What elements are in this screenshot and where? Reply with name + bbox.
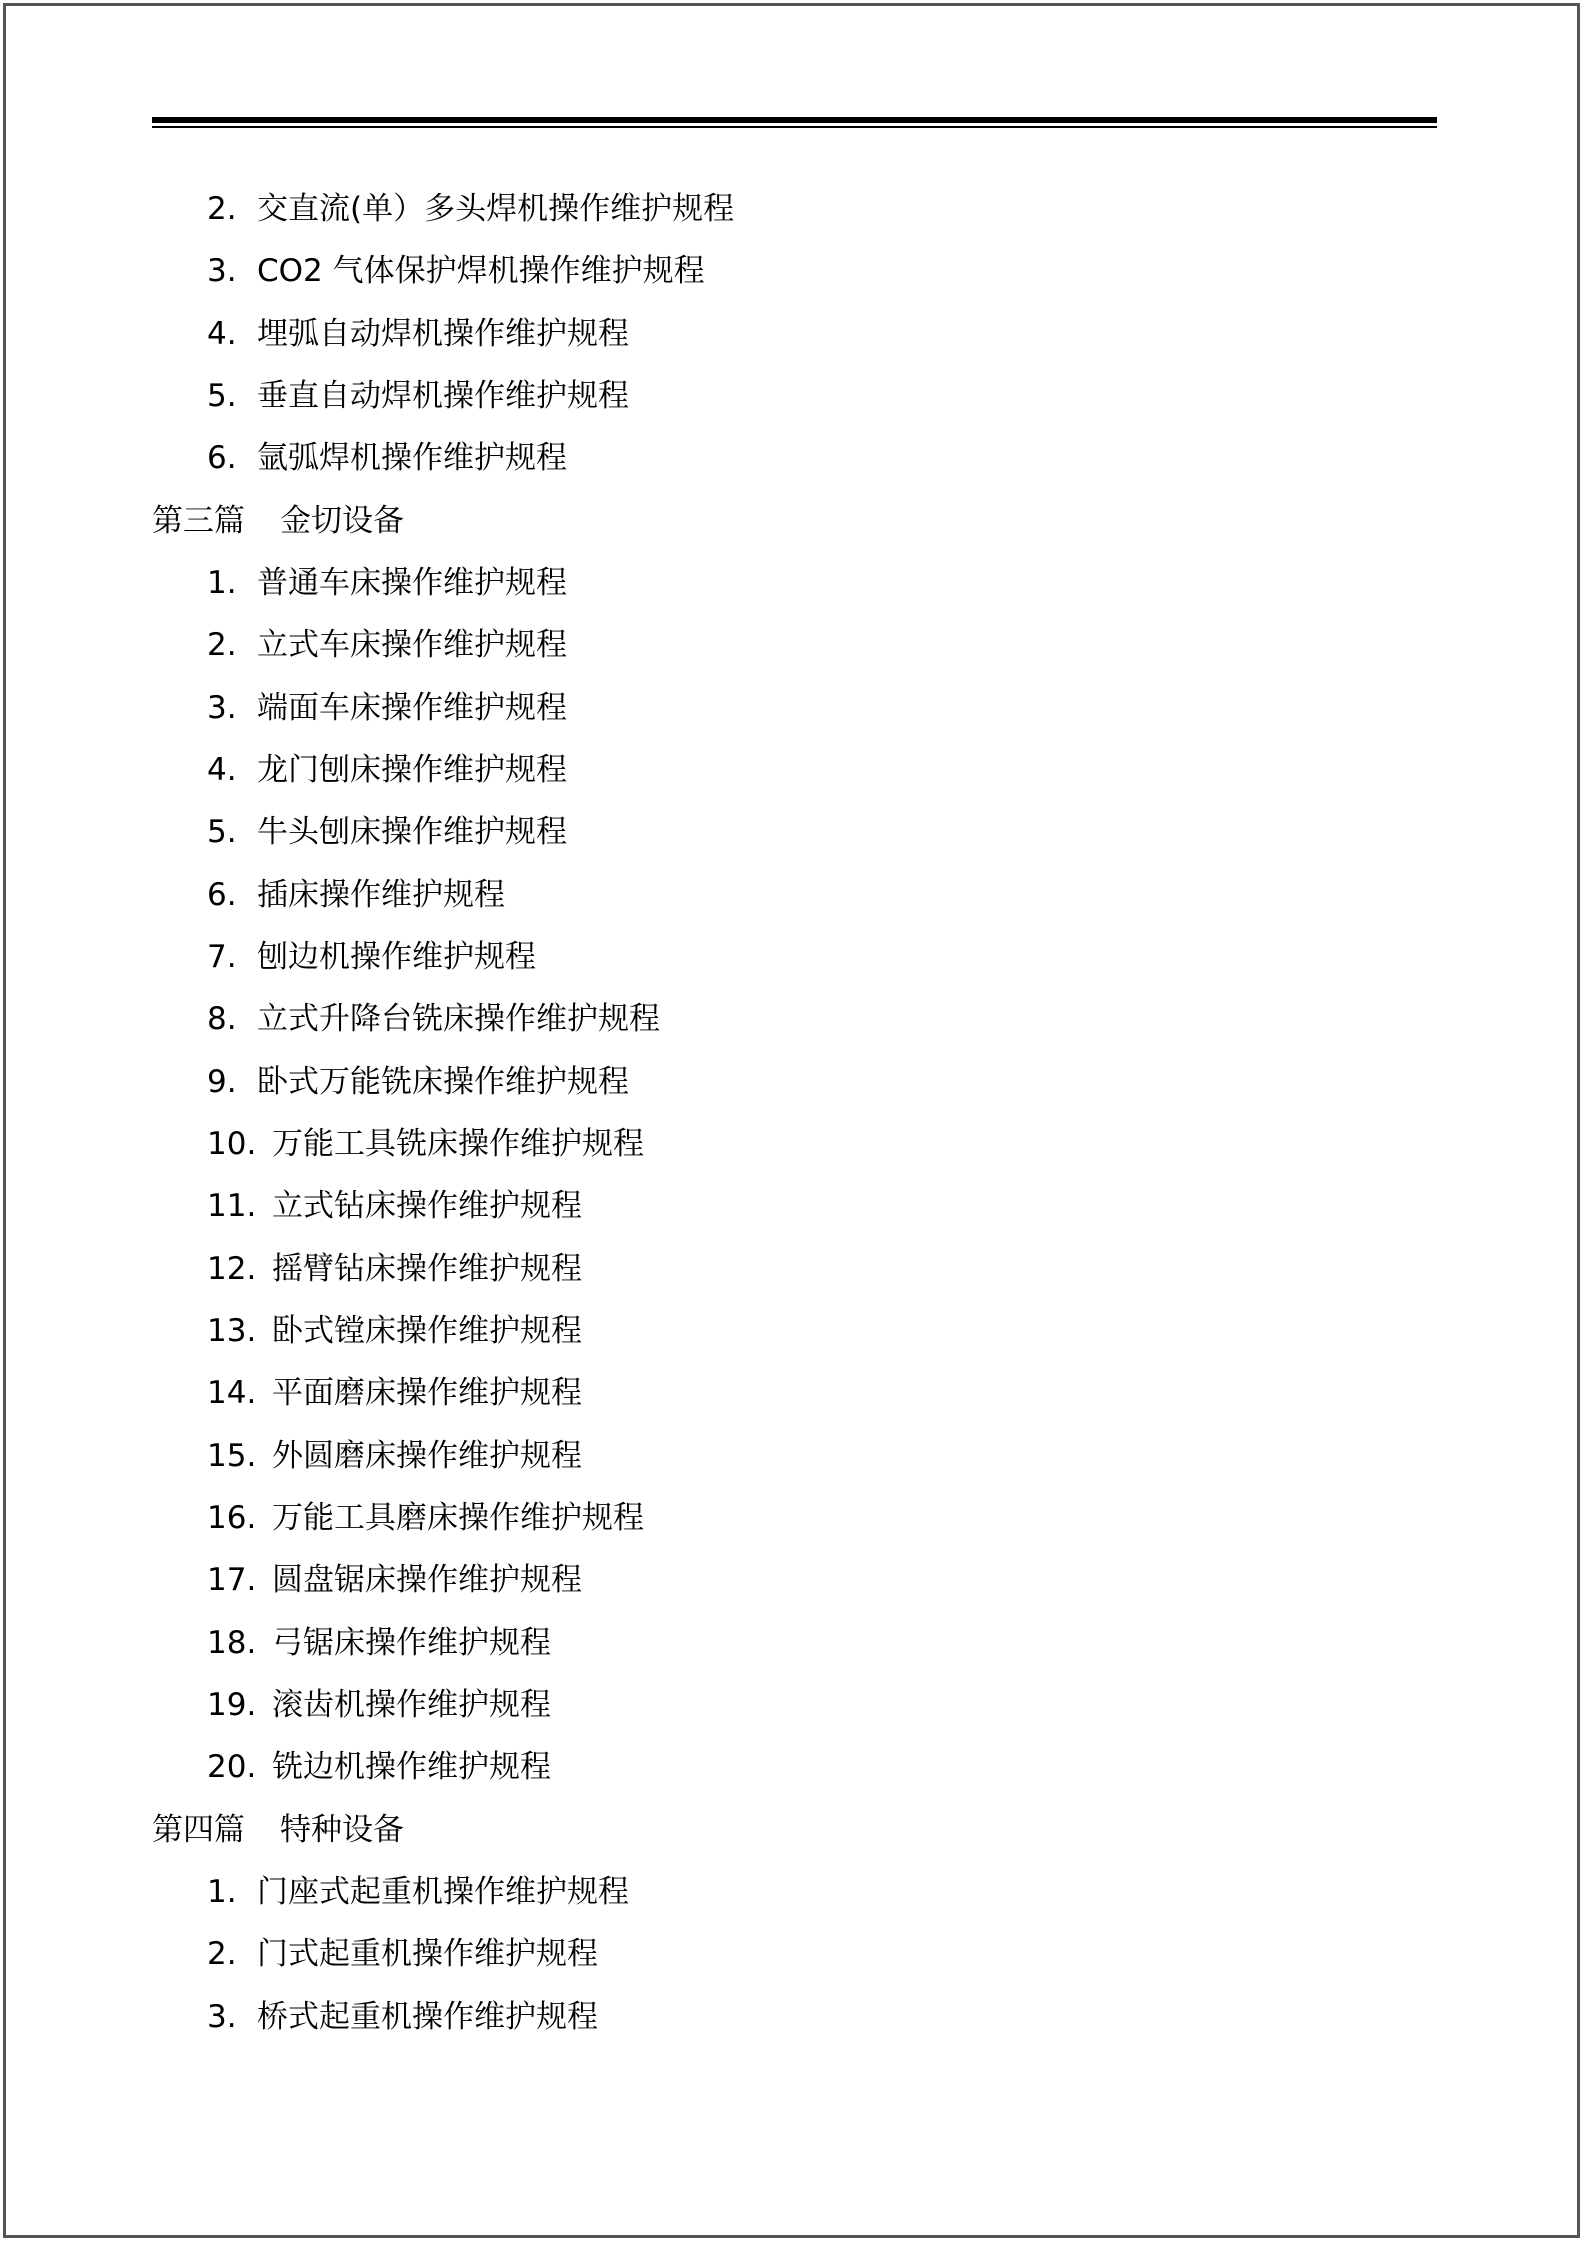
- toc-item[interactable]: [207, 875, 505, 915]
- toc-item-number: 2.: [207, 1936, 237, 1973]
- toc-item-number: 12.: [207, 1250, 257, 1287]
- toc-item-title: 滚齿机操作维护规程: [272, 1686, 551, 1723]
- toc-item[interactable]: [207, 314, 629, 354]
- toc-item[interactable]: [207, 1623, 551, 1663]
- toc-item-number: 7.: [207, 938, 237, 975]
- toc-item-number: 16.: [207, 1499, 257, 1536]
- toc-item[interactable]: [207, 189, 734, 229]
- toc-part-heading[interactable]: [152, 501, 404, 541]
- toc-item-number: 3.: [207, 1998, 237, 2035]
- toc-item-number: 20.: [207, 1749, 257, 1786]
- toc-item[interactable]: [207, 1685, 551, 1725]
- toc-item-number: 10.: [207, 1125, 257, 1162]
- toc-item-title: 圆盘锯床操作维护规程: [272, 1562, 582, 1599]
- toc-item[interactable]: [207, 688, 567, 728]
- toc-item-number: 4.: [207, 315, 237, 352]
- toc-item-title: 立式车床操作维护规程: [257, 627, 567, 664]
- header-rule-thin: [152, 126, 1437, 128]
- toc-item-title: 垂直自动焊机操作维护规程: [257, 377, 629, 414]
- toc-item-number: 4.: [207, 751, 237, 788]
- toc-item-number: 9.: [207, 1063, 237, 1100]
- toc-item-title: 端面车床操作维护规程: [257, 689, 567, 726]
- toc-item-number: 2.: [207, 191, 237, 227]
- toc-item[interactable]: [207, 1560, 582, 1600]
- toc-item[interactable]: [207, 1498, 644, 1538]
- toc-part-heading[interactable]: [152, 1810, 404, 1850]
- toc-item-number: 2.: [207, 627, 237, 664]
- toc-item-number: 1.: [207, 564, 237, 601]
- toc-item-number: 14.: [207, 1375, 257, 1412]
- toc-item[interactable]: [207, 563, 567, 603]
- toc-item-title: 平面磨床操作维护规程: [272, 1375, 582, 1412]
- toc-item[interactable]: [207, 1872, 629, 1912]
- toc-item-number: 3.: [207, 689, 237, 726]
- toc-item[interactable]: [207, 750, 567, 790]
- toc-item[interactable]: [207, 376, 629, 416]
- toc-item-number: 11.: [207, 1188, 257, 1225]
- toc-item-title: 门座式起重机操作维护规程: [257, 1873, 629, 1910]
- part-label: 第三篇: [152, 502, 245, 539]
- toc-item-number: 15.: [207, 1437, 257, 1474]
- toc-item-title: CO2 气体保护焊机操作维护规程: [257, 253, 705, 290]
- toc-item-number: 3.: [207, 253, 237, 290]
- toc-item[interactable]: [207, 999, 660, 1039]
- toc-item-title: 立式升降台铣床操作维护规程: [257, 1001, 660, 1038]
- toc-item[interactable]: [207, 1747, 551, 1787]
- toc-item-title: 氩弧焊机操作维护规程: [257, 440, 567, 477]
- toc-item[interactable]: [207, 1436, 582, 1476]
- toc-item-title: 铣边机操作维护规程: [272, 1749, 551, 1786]
- toc-item-title: 牛头刨床操作维护规程: [257, 814, 567, 851]
- header-rule-thick: [152, 117, 1437, 123]
- part-label: 第四篇: [152, 1811, 245, 1848]
- toc-item-title: 万能工具铣床操作维护规程: [272, 1125, 644, 1162]
- toc-item[interactable]: [207, 1062, 629, 1102]
- toc-item-number: 18.: [207, 1624, 257, 1661]
- toc-item-title: 桥式起重机操作维护规程: [257, 1998, 598, 2035]
- part-title: 金切设备: [280, 502, 404, 539]
- toc-item-number: 17.: [207, 1562, 257, 1599]
- toc-item[interactable]: [207, 812, 567, 852]
- toc-item-title: 卧式万能铣床操作维护规程: [257, 1063, 629, 1100]
- toc-item-title: 外圆磨床操作维护规程: [272, 1437, 582, 1474]
- toc-item-number: 13.: [207, 1312, 257, 1349]
- toc-item[interactable]: [207, 1249, 582, 1289]
- toc-item-title: 龙门刨床操作维护规程: [257, 751, 567, 788]
- toc-item-number: 5.: [207, 377, 237, 414]
- toc-item-title: 万能工具磨床操作维护规程: [272, 1499, 644, 1536]
- toc-item[interactable]: [207, 1373, 582, 1413]
- toc-item-number: 6.: [207, 876, 237, 913]
- toc-item-title: 埋弧自动焊机操作维护规程: [257, 315, 629, 352]
- toc-item-title: 门式起重机操作维护规程: [257, 1936, 598, 1973]
- toc-item-title: 普通车床操作维护规程: [257, 564, 567, 601]
- toc-item[interactable]: [207, 1311, 582, 1351]
- toc-item[interactable]: [207, 1186, 582, 1226]
- toc-item[interactable]: [207, 438, 567, 478]
- toc-item-title: 交直流(单）多头焊机操作维护规程: [257, 191, 735, 227]
- toc-item-number: 8.: [207, 1001, 237, 1038]
- toc-item-title: 卧式镗床操作维护规程: [272, 1312, 582, 1349]
- part-title: 特种设备: [280, 1811, 404, 1848]
- toc-item-number: 6.: [207, 440, 237, 477]
- toc-item[interactable]: [207, 251, 705, 291]
- toc-item-title: 弓锯床操作维护规程: [272, 1624, 551, 1661]
- toc-item[interactable]: [207, 625, 567, 665]
- toc-item[interactable]: [207, 1997, 598, 2037]
- toc-item-title: 插床操作维护规程: [257, 876, 505, 913]
- header-rule: [152, 117, 1437, 128]
- toc-item-number: 19.: [207, 1686, 257, 1723]
- toc-item-title: 立式钻床操作维护规程: [272, 1188, 582, 1225]
- toc-item[interactable]: [207, 1124, 644, 1164]
- toc-item[interactable]: [207, 1934, 598, 1974]
- toc-item-title: 摇臂钻床操作维护规程: [272, 1250, 582, 1287]
- toc-item-title: 刨边机操作维护规程: [257, 938, 536, 975]
- toc-item[interactable]: [207, 937, 536, 977]
- toc-item-number: 1.: [207, 1873, 237, 1910]
- toc-item-number: 5.: [207, 814, 237, 851]
